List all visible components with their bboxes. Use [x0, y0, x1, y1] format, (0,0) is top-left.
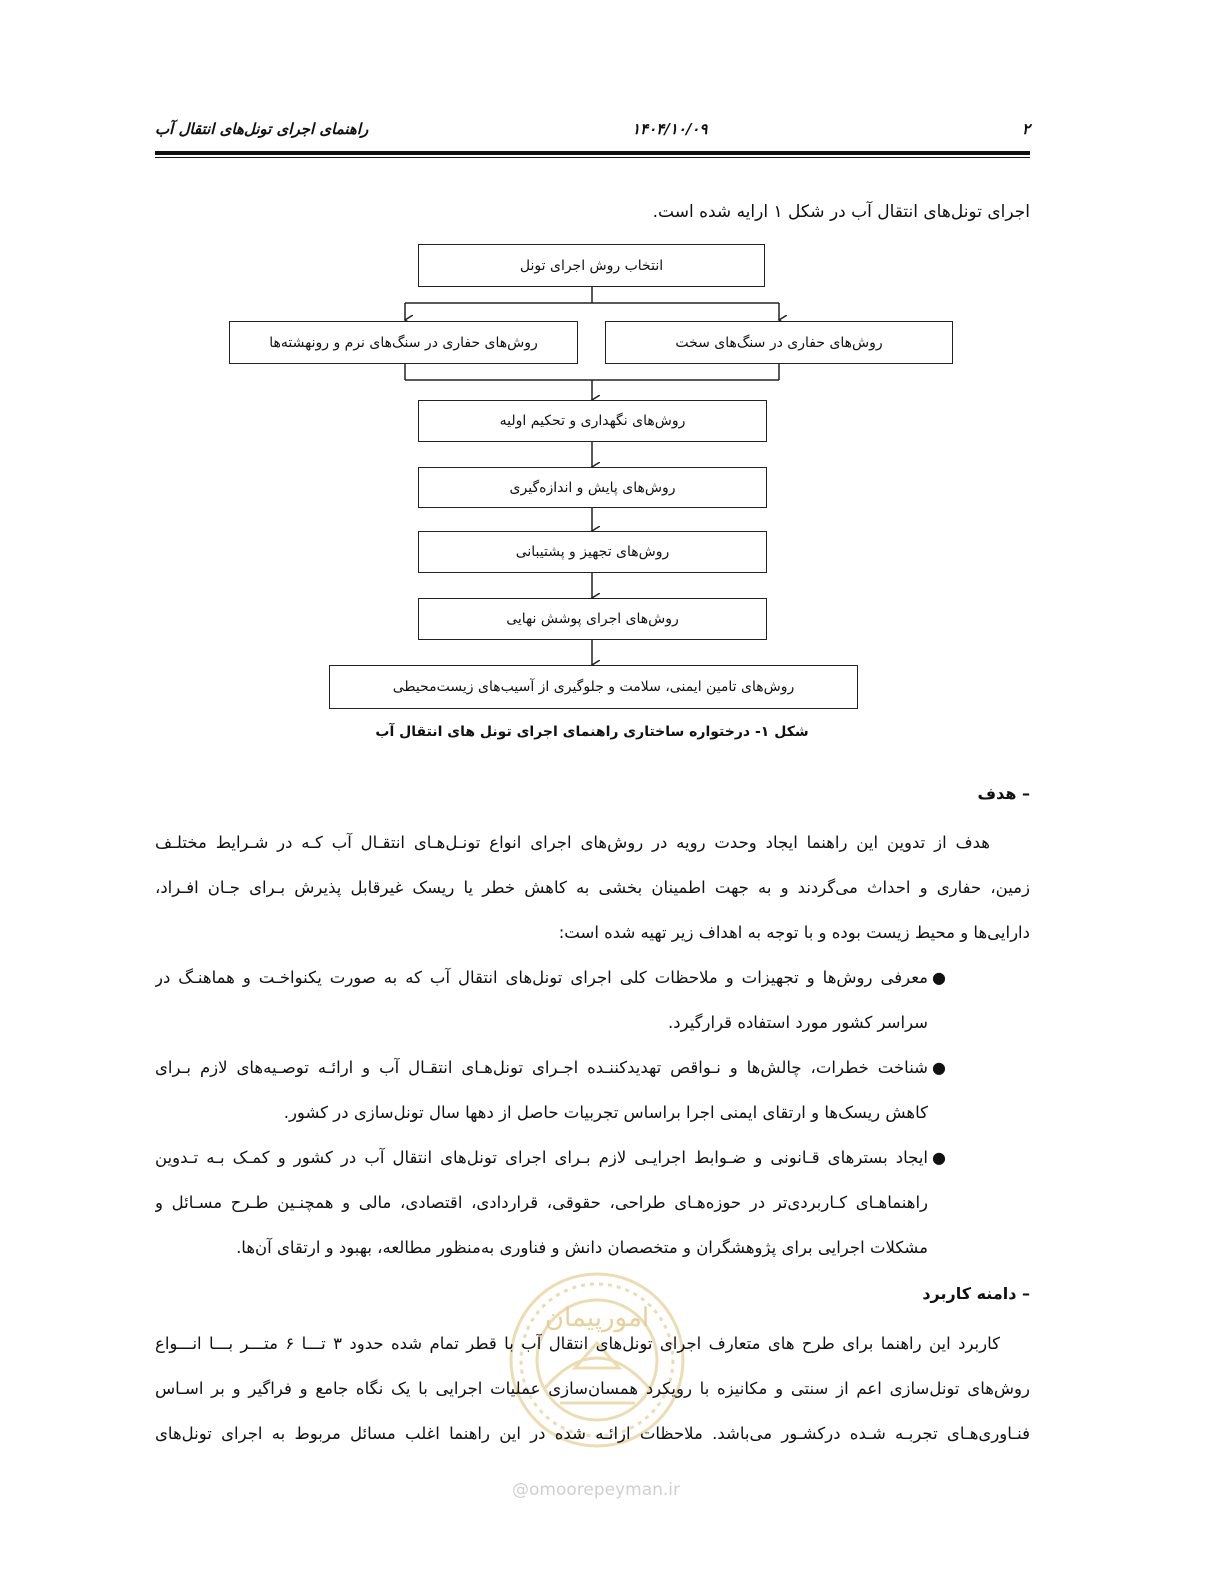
bullet-1-line-2: سراسر کشور مورد استفاده قرارگیرد. — [668, 1013, 928, 1032]
bullet-item — [155, 1135, 1030, 1270]
bullet-1-line-1: معرفی روش‌ها و تجهیزات و ملاحظات کلی اجرای تونل‌های انتقال آب که به صورت یکنواخـت و هماهنـگ در — [155, 968, 928, 987]
bullet-item — [155, 955, 1030, 1045]
flowchart — [0, 0, 1224, 760]
flow-box-equipment: روش‌های تجهیز و پشتیبانی — [418, 531, 767, 573]
header-date: ۱۴۰۴/۱۰/۰۹ — [632, 120, 708, 138]
heading-goal: – هدف — [977, 784, 1030, 803]
flow-box-soft-rock: روش‌های حفاری در سنگ‌های نرم و رونهشته‌ها — [229, 321, 578, 364]
heading-scope: – دامنه کاربرد — [922, 1284, 1030, 1303]
bullet-3-line-2: راهنماهـای کـاربردی‌تر در حوزه‌هـای طراحی، حقوقی، قراردادی، اقتصادی، مالی و همچنـین طـرح مسـائل و — [155, 1193, 928, 1212]
bullet-dot-icon: ● — [932, 968, 946, 987]
header-title: راهنمای اجرای تونل‌های انتقال آب — [155, 120, 369, 138]
scope-line-3: فنـاوری‌هـای تجربـه شـده درکشـور می‌باشد. ملاحظات ارائـه شده در این راهنما اغلب مسائل مربوط به اجرای تونل‌های — [155, 1424, 1030, 1443]
watermark-url: @omoorepeyman.ir — [512, 1480, 681, 1500]
scope-paragraph — [155, 1321, 1030, 1456]
bullet-item — [155, 1045, 1030, 1135]
flow-box-select-method: انتخاب روش اجرای تونل — [418, 244, 765, 287]
watermark-name: امورپیمان — [544, 1303, 650, 1333]
scope-line-1: کاربرد این راهنما برای طرح های متعارف اجرای تونل‌های انتقال آب با قطر تمام شده حدود ۳ تـــا ۶ متـــر بـــا انـــواع — [155, 1334, 1000, 1353]
goal-line-3: دارایی‌ها و محیط زیست بوده و با توجه به اهداف زیر تهیه شده است: — [558, 923, 1030, 942]
intro-text: اجرای تونل‌های انتقال آب در شکل ۱ ارایه شده است. — [652, 202, 1030, 222]
goal-paragraph — [155, 820, 1030, 955]
flow-box-monitoring: روش‌های پایش و اندازه‌گیری — [418, 467, 767, 508]
bullet-2-line-2: کاهش ریسک‌ها و ارتقای ایمنی اجرا براساس تجربیات حاصل از دهها سال تونل‌سازی در کشور. — [283, 1103, 928, 1122]
bullet-2-line-1: شناخت خطرات، چالش‌ها و نـواقص تهدیدکننـده اجـرای تونل‌هـای انتقـال آب و ارائـه توصـیه‌های لازم بـرای — [155, 1058, 928, 1077]
flow-box-safety: روش‌های تامین ایمنی، سلامت و جلوگیری از آسیب‌های زیست‌محیطی — [329, 665, 858, 709]
bullet-3-line-3: مشکلات اجرایی برای پژوهشگران و متخصصان دانش و فناوری به‌منظور مطالعه، بهبود و ارتقای آن‌ها. — [236, 1238, 928, 1257]
bullet-dot-icon: ● — [932, 1148, 946, 1167]
scope-line-2: روش‌های تونل‌سازی اعم از سنتی و مکانیزه با رویکرد همسان‌سازی عملیات اجرایی با یک نگاه جامع و فراگیر و بر اسـاس — [155, 1379, 1030, 1398]
flowchart-connectors — [0, 0, 1224, 760]
goal-line-1: هدف از تدوین این راهنما ایجاد وحدت رویه در روش‌های اجرای انواع تونـل‌هـای انتقـال آب کـه در شـرایط مختلـف — [155, 833, 990, 852]
page-number: ۲ — [1021, 120, 1030, 138]
flow-box-final-lining: روش‌های اجرای پوشش نهایی — [418, 598, 767, 640]
goal-bullet-list — [155, 955, 1030, 1270]
goal-line-2: زمین، حفاری و احداث می‌گردند و به جهت اطمینان بخشی به کاهش خطر یا ریسک غیرقابل پذیرش بـرای جـان افـراد، — [155, 878, 1030, 897]
bullet-3-line-1: ایجاد بسترهای قـانونی و ضـوابط اجرایـی لازم بـرای اجرای تونل‌های انتقال آب در کشور و کمـک بـه تـدوین — [155, 1148, 928, 1167]
bullet-dot-icon: ● — [932, 1058, 946, 1077]
flow-box-support: روش‌های نگهداری و تحکیم اولیه — [418, 400, 767, 442]
figure-caption: شکل ۱- درختواره ساختاری راهنمای اجرای تونل های انتقال آب — [375, 724, 809, 740]
flow-box-hard-rock: روش‌های حفاری در سنگ‌های سخت — [605, 321, 953, 364]
